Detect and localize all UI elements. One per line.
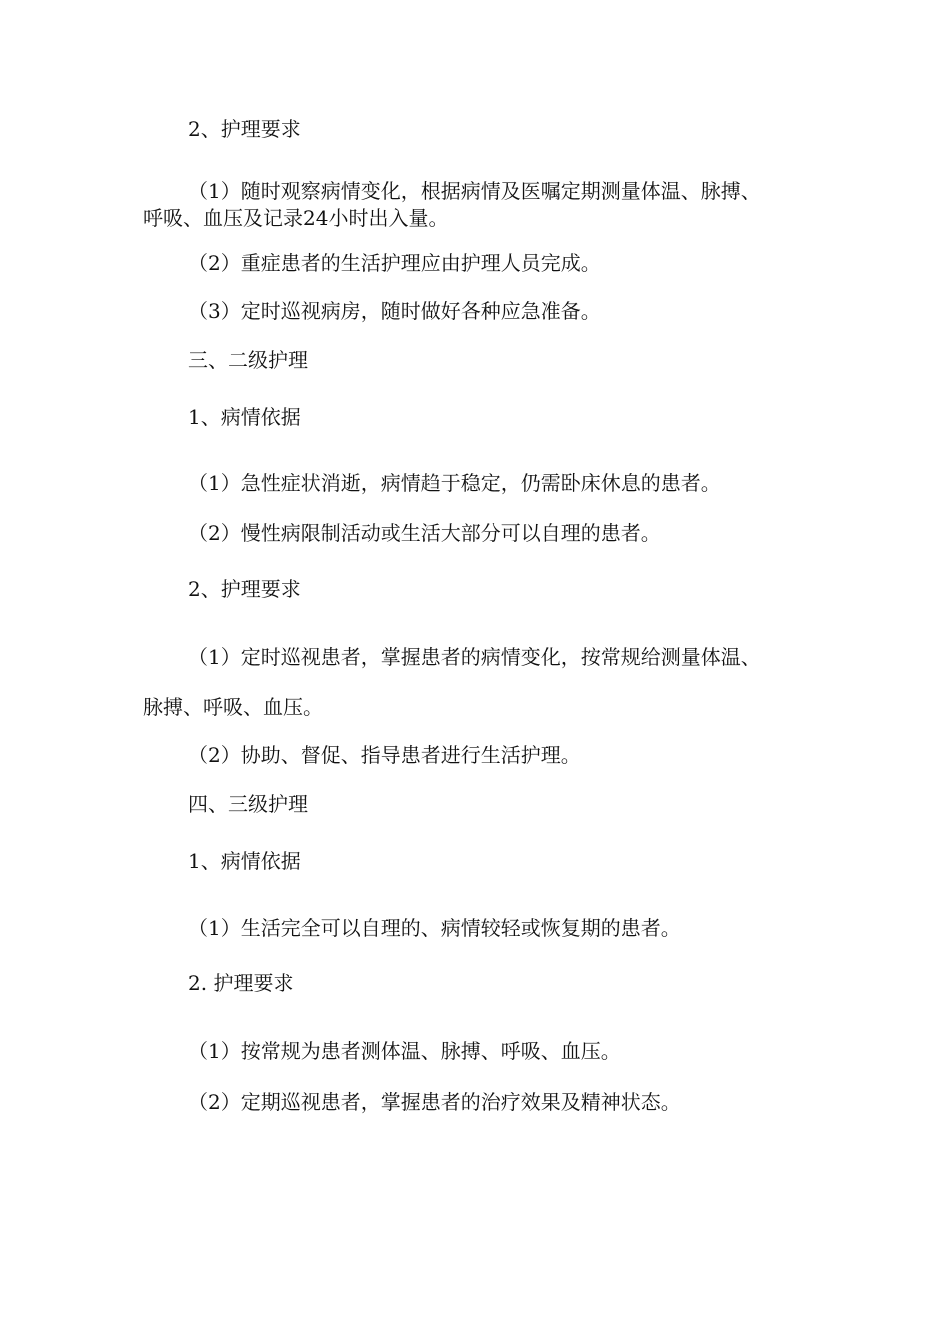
paragraph-item-2: （2）定期巡视患者，掌握患者的治疗效果及精神状态。 (188, 1090, 681, 1114)
subheading-condition-basis: 1、病情依据 (188, 849, 301, 873)
paragraph-item-1: （1）定时巡视患者，掌握患者的病情变化，按常规给测量体温、 (188, 645, 761, 669)
subheading-condition-basis: 1、病情依据 (188, 405, 301, 429)
paragraph-item-2: （2）慢性病限制活动或生活大部分可以自理的患者。 (188, 521, 661, 545)
section-heading-level-three-care: 四、三级护理 (188, 792, 308, 816)
paragraph-item-2: （2）协助、督促、指导患者进行生活护理。 (188, 743, 581, 767)
section-heading-level-two-care: 三、二级护理 (188, 348, 308, 372)
paragraph-item-1: （1）随时观察病情变化，根据病情及医嘱定期测量体温、脉搏、 (188, 179, 761, 203)
paragraph-item-1: （1）按常规为患者测体温、脉搏、呼吸、血压。 (188, 1039, 621, 1063)
paragraph-item-3: （3）定时巡视病房，随时做好各种应急准备。 (188, 299, 601, 323)
paragraph-item-2: （2）重症患者的生活护理应由护理人员完成。 (188, 251, 601, 275)
paragraph-item-1-continued: 呼吸、血压及记录24小时出入量。 (143, 206, 449, 230)
subheading-nursing-requirements: 2、护理要求 (188, 117, 301, 141)
paragraph-item-1: （1）生活完全可以自理的、病情较轻或恢复期的患者。 (188, 916, 681, 940)
subheading-nursing-requirements: 2. 护理要求 (188, 971, 294, 995)
paragraph-item-1-continued: 脉搏、呼吸、血压。 (143, 695, 323, 719)
paragraph-item-1: （1）急性症状消逝，病情趋于稳定，仍需卧床休息的患者。 (188, 471, 721, 495)
subheading-nursing-requirements: 2、护理要求 (188, 577, 301, 601)
